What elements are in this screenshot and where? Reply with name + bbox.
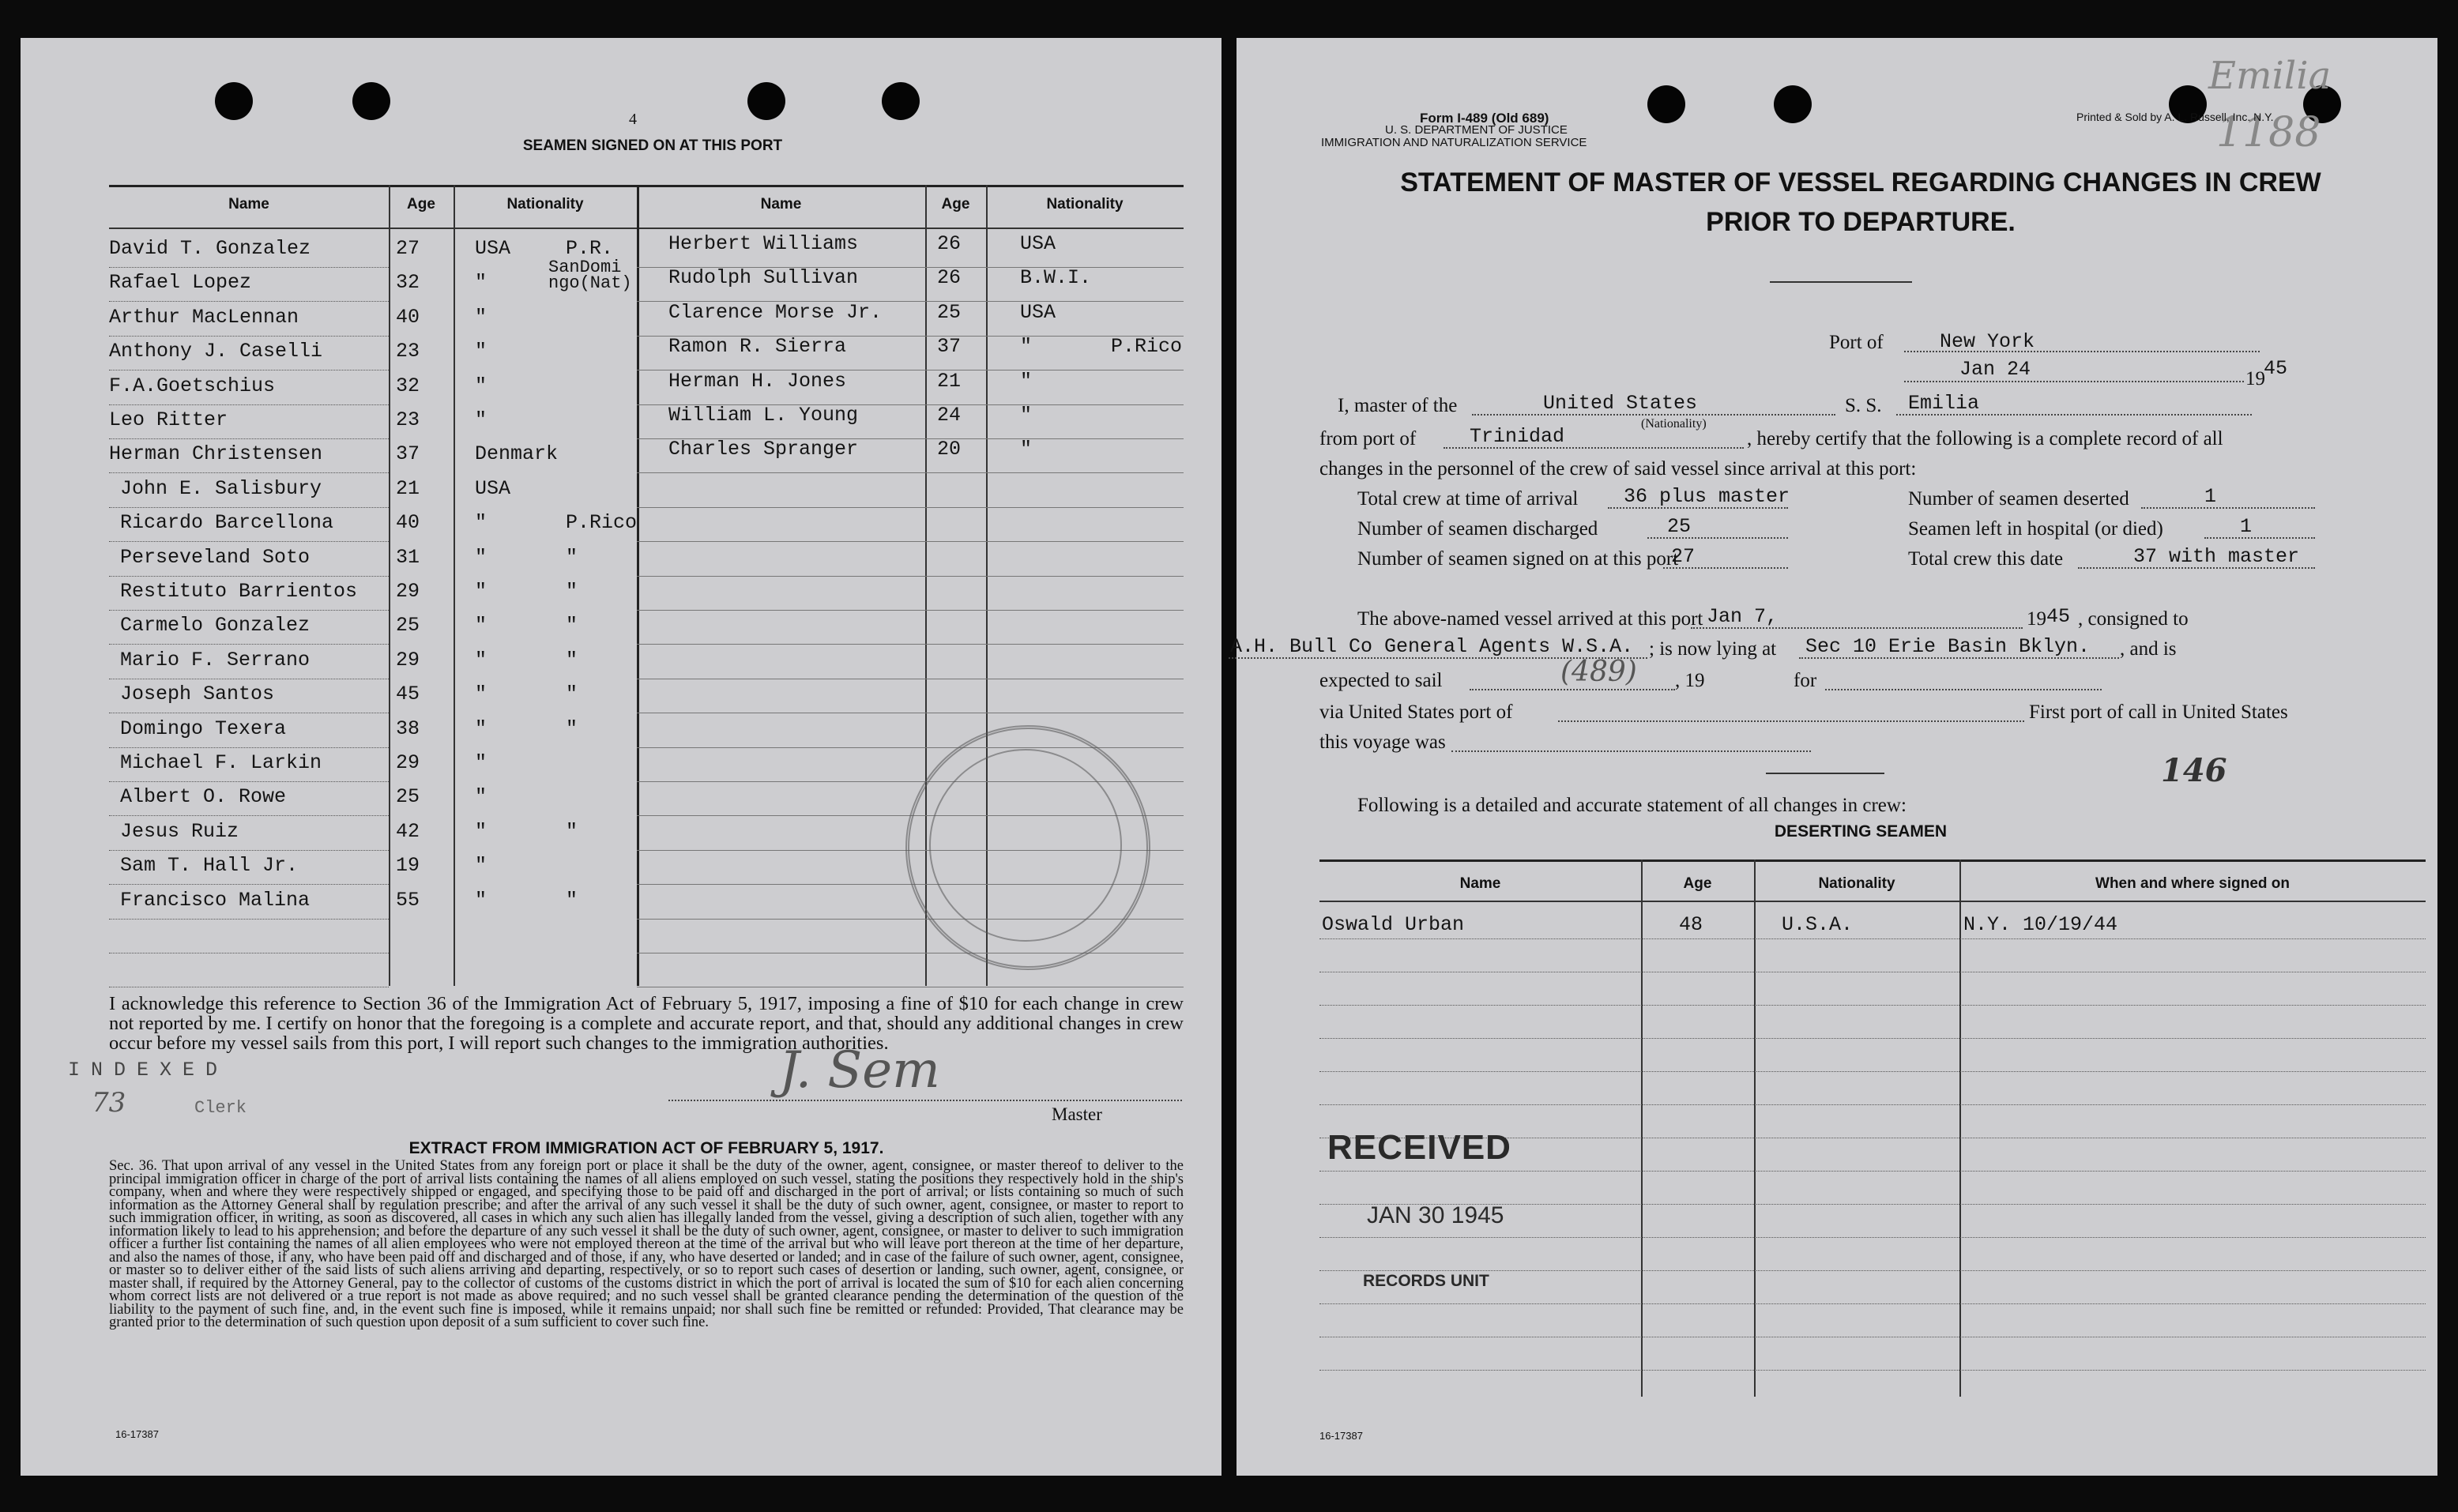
arrived-year-prefix: 19: [2027, 608, 2046, 630]
row-rule: [637, 747, 925, 748]
deserted-value: 1: [2204, 485, 2217, 508]
lying-label: ; is now lying at: [1649, 638, 1777, 660]
crew-nationality: ": [475, 306, 487, 329]
crew-nationality: ": [475, 820, 487, 843]
row-rule: [109, 747, 389, 748]
crew-nationality: ": [475, 511, 487, 534]
for-label: for: [1794, 670, 1817, 691]
deserted-label: Number of seamen deserted: [1908, 488, 2129, 510]
row-rule: [1319, 1237, 2426, 1238]
header-nationality: Nationality: [506, 196, 584, 213]
row-rule: [109, 267, 389, 268]
arrived-year: 45: [2046, 605, 2071, 628]
total-crew-date-value: 37 with master: [2133, 545, 2300, 568]
row-rule: [925, 472, 1184, 473]
ship-name: Emilia: [1908, 392, 1980, 415]
deserter-nationality: U.S.A.: [1782, 913, 1854, 936]
table-header-rule: [109, 228, 1184, 229]
crew-nationality: ": [475, 340, 487, 363]
signed-on-value: 27: [1671, 545, 1696, 568]
header-name: Name: [228, 196, 269, 213]
table-header-rule: [1319, 901, 2426, 902]
row-rule: [637, 781, 925, 782]
crew-age: 38: [396, 717, 420, 740]
received-date: JAN 30 1945: [1367, 1202, 1504, 1228]
this-voyage-line: [1451, 750, 1811, 752]
total-crew-date-label: Total crew this date: [1908, 548, 2064, 570]
acknowledgment-text: I acknowledge this reference to Section 36 of the Immigration Act of February 5, 1917, imposing a fine of $10 for each change in crew not reported by me. I certify on honor that the foregoing is a complete and accurate report, and that, should any additional changes in crew occur before my vessel sails from this port, I will report such changes to the immigration authorities.: [109, 993, 1184, 1054]
crew-age: 21: [396, 477, 420, 500]
row-rule: [925, 438, 1184, 439]
page-number: 4: [629, 111, 637, 128]
this-voyage-label: this voyage was: [1319, 732, 1446, 753]
crew-nationality: ": [1020, 404, 1033, 427]
crew-name: Leo Ritter: [109, 408, 228, 431]
title-rule: [1770, 281, 1912, 283]
crew-name: Sam T. Hall Jr.: [120, 854, 299, 877]
first-port-label: First port of call in United States: [2029, 701, 2288, 723]
crew-nationality: ": [475, 751, 487, 774]
row-rule: [637, 644, 925, 645]
row-rule: [109, 781, 389, 782]
row-rule: [1319, 1005, 2426, 1006]
crew-nationality: ": [475, 649, 487, 671]
crew-age: 23: [396, 340, 420, 363]
table-top-rule: [1319, 859, 2426, 862]
crew-name: Domingo Texera: [120, 717, 287, 740]
row-rule: [109, 884, 389, 885]
crew-name: John E. Salisbury: [120, 477, 322, 500]
row-rule: [1319, 1104, 2426, 1105]
crew-age: 29: [396, 580, 420, 603]
crew-name: Herman Christensen: [109, 442, 323, 465]
hospital-line: [2204, 537, 2315, 539]
row-rule: [637, 850, 925, 851]
discharged-value: 25: [1667, 515, 1692, 538]
form-title-line2: PRIOR TO DEPARTURE.: [1706, 207, 2016, 237]
handwritten-annotation: (489): [1560, 656, 1637, 688]
crew-nationality: ": [475, 374, 487, 397]
clerk-label: Clerk: [194, 1098, 247, 1118]
crew-name: William L. Young: [668, 404, 859, 427]
crew-name: Rudolph Sullivan: [668, 266, 859, 289]
via-line: [1558, 720, 2024, 722]
crew-name: Jesus Ruiz: [120, 820, 239, 843]
crew-nationality: ": [475, 408, 487, 431]
hospital-value: 1: [2240, 515, 2253, 538]
crew-name: Francisco Malina: [120, 889, 311, 912]
extract-title: EXTRACT FROM IMMIGRATION ACT OF FEBRUARY 5, 1917.: [408, 1139, 884, 1157]
crew-name: Carmelo Gonzalez: [120, 614, 311, 637]
from-port-label: from port of: [1319, 428, 1417, 449]
master-of-label: I, master of the: [1338, 395, 1458, 416]
crew-nationality: B.W.I.: [1020, 266, 1092, 289]
crew-nationality: ": [475, 683, 487, 705]
row-rule: [925, 404, 1184, 405]
master-signature: J. Sem: [779, 1041, 940, 1100]
form-code: 16-17387: [1319, 1430, 1363, 1442]
crew-name: Clarence Morse Jr.: [668, 301, 883, 324]
section-title: SEAMEN SIGNED ON AT THIS PORT: [522, 137, 783, 154]
crew-name: Ricardo Barcellona: [120, 511, 334, 534]
hospital-label: Seamen left in hospital (or died): [1908, 518, 2163, 540]
row-rule: [109, 404, 389, 405]
crew-nationality: USA: [1020, 232, 1056, 255]
crew-age: 24: [937, 404, 962, 427]
crew-name: Mario F. Serrano: [120, 649, 311, 671]
row-rule: [109, 644, 389, 645]
printer-credit: Printed & Sold by A. L. Russell, Inc. N.Y.: [2076, 111, 2274, 123]
crew-age: 37: [937, 335, 962, 358]
department: U. S. DEPARTMENT OF JUSTICE: [1385, 123, 1568, 137]
consignee-value: A.H. Bull Co General Agents W.S.A.: [1230, 635, 1634, 658]
crew-nationality-detail: ": [566, 889, 578, 912]
crew-nationality: ": [1020, 438, 1033, 461]
crew-age: 26: [937, 266, 962, 289]
from-port-value: Trinidad: [1470, 425, 1565, 448]
header-name: Name: [760, 196, 802, 213]
crew-age: 23: [396, 408, 420, 431]
crew-age: 31: [396, 546, 420, 569]
column-divider: [1641, 859, 1643, 1397]
reference-number: 146: [2161, 752, 2227, 789]
following-text: Following is a detailed and accurate statement of all changes in crew:: [1357, 795, 1907, 816]
header-nationality: Nationality: [1046, 196, 1124, 213]
row-rule: [109, 576, 389, 577]
row-rule: [925, 644, 1184, 645]
nationality-caption: (Nationality): [1641, 417, 1707, 431]
crew-age: 25: [396, 785, 420, 808]
row-rule: [925, 576, 1184, 577]
crew-name: Perseveland Soto: [120, 546, 311, 569]
crew-age: 32: [396, 374, 420, 397]
nationality-value: United States: [1543, 392, 1698, 415]
crew-nationality: Denmark: [475, 442, 559, 465]
port-label: Port of: [1829, 332, 1884, 353]
crew-age: 37: [396, 442, 420, 465]
crew-name: Restituto Barrientos: [120, 580, 358, 603]
total-crew-arrival-label: Total crew at time of arrival: [1357, 488, 1579, 510]
deserting-title: DESERTING SEAMEN: [1774, 822, 1948, 841]
crew-age: 29: [396, 751, 420, 774]
left-page: [21, 38, 1221, 1476]
punch-hole: [215, 82, 253, 120]
row-rule: [637, 576, 925, 577]
crew-nationality: ": [1020, 370, 1033, 393]
crew-name: David T. Gonzalez: [109, 237, 311, 260]
crew-nationality: ": [475, 580, 487, 603]
crew-name: Rafael Lopez: [109, 271, 252, 294]
row-rule: [637, 815, 925, 816]
crew-age: 20: [937, 438, 962, 461]
row-rule: [637, 919, 925, 920]
handwritten-note: Emilia: [2208, 54, 2332, 98]
indexed-stamp: INDEXED: [68, 1059, 229, 1081]
expected-year-prefix: , 19: [1675, 670, 1705, 691]
row-rule: [109, 850, 389, 851]
crew-nationality-detail: ": [566, 614, 578, 637]
crew-nationality-detail: ": [566, 683, 578, 705]
row-rule: [109, 507, 389, 508]
row-rule: [109, 919, 389, 920]
row-rule: [637, 507, 925, 508]
form-code: 16-17387: [115, 1428, 159, 1440]
crew-name: Anthony J. Caselli: [109, 340, 323, 363]
postmark-inner-ring: [929, 749, 1122, 942]
row-rule: [109, 541, 389, 542]
row-rule: [637, 884, 925, 885]
crew-nationality: ": [475, 546, 487, 569]
crew-nationality-detail: P.Rico: [1111, 335, 1183, 358]
crew-name: Herman H. Jones: [668, 370, 847, 393]
crew-name: Arthur MacLennan: [109, 306, 299, 329]
form-title-line1: STATEMENT OF MASTER OF VESSEL REGARDING CHANGES IN CREW: [1400, 167, 2321, 197]
row-rule: [109, 301, 389, 302]
crew-age: 32: [396, 271, 420, 294]
expected-label: expected to sail: [1319, 670, 1443, 691]
crew-age: 25: [396, 614, 420, 637]
header-nationality: Nationality: [1818, 875, 1895, 892]
row-rule: [925, 541, 1184, 542]
row-rule: [637, 541, 925, 542]
master-label: Master: [1052, 1104, 1102, 1124]
header-age: Age: [407, 196, 435, 213]
crew-age: 40: [396, 306, 420, 329]
row-rule: [1319, 1303, 2426, 1304]
crew-nationality-detail: ": [566, 649, 578, 671]
punch-hole: [352, 82, 390, 120]
row-rule: [1319, 938, 2426, 939]
crew-nationality: ": [475, 717, 487, 740]
header-when-where: When and where signed on: [2095, 875, 2290, 892]
row-rule: [109, 815, 389, 816]
deserter-age: 48: [1679, 913, 1703, 936]
header-name: Name: [1459, 875, 1501, 892]
punch-hole: [747, 82, 785, 120]
row-rule: [637, 610, 925, 611]
date-value: Jan 24: [1959, 358, 2031, 381]
extract-text: Sec. 36. That upon arrival of any vessel in the United States from any foreign port or place it shall be the duty of the owner, agent, consignee, or master thereof to deliver to the principal immigration officer in charge of the port of arrival lists containing the names of all aliens employed on such vessel, stating the positions they respectively hold in the ship's company, when and where they were respectively shipped or engaged, and specifying those to be paid off and discharged in the port of arrival; or lists containing so much of such information as the Attorney General shall by regulation prescribe; and after the arrival of any such vessel it shall be the duty of such owner, agent, consignee, or master to report to such immigration officer, in writing, as soon as discovered, all cases in which any such alien has illegally landed from the vessel, giving a description of such alien, together with any information likely to lead to his apprehension; and before the departure of any such vessel it shall be the duty of such owner, agent, consignee, or master to deliver to such immigration officer a further list containing the names of all alien employees who were not employed thereon at the time of the arrival but who will leave port thereon at the time of her departure, and also the names of those, if any, who have been paid off and discharged and of those, if any, who have deserted or landed; and in case of the failure of such owner, agent, consignee, or master so to deliver either of the said lists of such aliens arriving and departing, respectively, or so to report such cases of desertion or landing, such owner, agent, consignee, or master shall, if required by the Attorney General, pay to the collector of customs of the customs district in which the port of arrival is located the sum of $10 for each alien concerning whom correct lists are not delivered or a true report is not made as above required; and no such vessel shall be granted clearance pending the determination of the question of the liability to the payment of such fine, and, in the event such fine is imposed, while it remains unpaid; nor shall such fine be remitted or refunded: Provided, That clearance may be granted prior to the determination of such question upon deposit of a sum sufficient to cover such fine.: [109, 1158, 1184, 1330]
column-divider: [454, 185, 455, 986]
column-divider: [1959, 859, 1961, 1397]
crew-age: 26: [937, 232, 962, 255]
form-number: Form I-489 (Old 689): [1420, 111, 1549, 126]
changes-text: changes in the personnel of the crew of said vessel since arrival at this port:: [1319, 458, 1917, 480]
year-value: 45: [2264, 357, 2288, 380]
crew-nationality-detail: ": [566, 820, 578, 843]
clerk-initials: 73: [92, 1087, 126, 1119]
signature-line: [668, 1100, 1182, 1101]
crew-nationality: ": [475, 889, 487, 912]
crew-name: Albert O. Rowe: [120, 785, 287, 808]
arrived-label: The above-named vessel arrived at this port: [1357, 608, 1703, 630]
crew-age: 55: [396, 889, 420, 912]
ss-label: S. S.: [1845, 395, 1882, 416]
row-rule: [925, 610, 1184, 611]
crew-nationality: ": [475, 614, 487, 637]
row-rule: [1319, 1370, 2426, 1371]
crew-age: 45: [396, 683, 420, 705]
arrived-date: Jan 7,: [1707, 605, 1779, 628]
received-stamp: RECEIVED: [1327, 1128, 1511, 1167]
section-rule: [1766, 773, 1884, 774]
crew-name: Herbert Williams: [668, 232, 859, 255]
total-crew-arrival-value: 36 plus master: [1624, 485, 1790, 508]
crew-nationality: ": [475, 271, 487, 294]
signed-on-label: Number of seamen signed on at this port: [1357, 548, 1679, 570]
crew-nationality: ": [475, 785, 487, 808]
punch-hole: [1774, 85, 1812, 123]
column-divider: [389, 185, 390, 986]
crew-name: Charles Spranger: [668, 438, 859, 461]
punch-hole: [882, 82, 920, 120]
row-rule: [637, 472, 925, 473]
crew-nationality-detail: P.Rico: [566, 511, 638, 534]
crew-age: 25: [937, 301, 962, 324]
date-line: [1904, 381, 2244, 382]
crew-age: 19: [396, 854, 420, 877]
crew-age: 42: [396, 820, 420, 843]
expected-line: [1470, 689, 1675, 690]
header-age: Age: [1683, 875, 1712, 892]
port-value: New York: [1940, 330, 2035, 353]
table-top-rule: [109, 185, 1184, 187]
crew-nationality: USA: [475, 477, 511, 500]
right-page: [1230, 38, 2437, 1476]
row-rule: [109, 438, 389, 439]
deserted-line: [2141, 507, 2315, 509]
crew-name: F.A.Goetschius: [109, 374, 276, 397]
row-rule: [109, 336, 389, 337]
crew-name: Michael F. Larkin: [120, 751, 322, 774]
year-prefix: 19: [2245, 368, 2265, 389]
crew-nationality-detail: ": [566, 717, 578, 740]
row-rule: [1319, 1270, 2426, 1271]
discharged-label: Number of seamen discharged: [1357, 518, 1598, 540]
and-is-text: , and is: [2120, 638, 2177, 660]
crew-age: 29: [396, 649, 420, 671]
lying-value: Sec 10 Erie Basin Bklyn.: [1805, 635, 2091, 658]
row-rule: [925, 507, 1184, 508]
row-rule: [109, 472, 389, 473]
records-unit-stamp: RECORDS UNIT: [1363, 1272, 1489, 1290]
crew-age: 27: [396, 237, 420, 260]
crew-nationality: USA: [1020, 301, 1056, 324]
column-divider: [637, 185, 639, 986]
handwritten-number: 1188: [2216, 109, 2321, 156]
punch-hole: [1647, 85, 1685, 123]
row-rule: [1319, 1071, 2426, 1072]
row-rule: [109, 610, 389, 611]
crew-age: 21: [937, 370, 962, 393]
header-age: Age: [941, 196, 970, 213]
crew-name: Joseph Santos: [120, 683, 275, 705]
crew-nationality-detail: SanDomi ngo(Nat): [548, 258, 632, 293]
service: IMMIGRATION AND NATURALIZATION SERVICE: [1321, 136, 1587, 149]
deserter-signed-on: N.Y. 10/19/44: [1963, 913, 2118, 936]
crew-nationality-detail: P.R.: [566, 237, 614, 260]
consigned-label: , consigned to: [2078, 608, 2189, 630]
destination-line: [1825, 689, 2102, 690]
via-label: via United States port of: [1319, 701, 1513, 723]
row-rule: [1319, 1171, 2426, 1172]
crew-nationality-detail: ": [566, 580, 578, 603]
row-rule: [1319, 1038, 2426, 1039]
column-divider: [1754, 859, 1756, 1397]
certify-text: , hereby certify that the following is a complete record of all: [1747, 428, 2223, 449]
crew-nationality: ": [1020, 335, 1033, 358]
crew-nationality: ": [475, 854, 487, 877]
crew-name: Ramon R. Sierra: [668, 335, 847, 358]
crew-nationality-detail: ": [566, 546, 578, 569]
crew-nationality: USA: [475, 237, 511, 260]
deserter-name: Oswald Urban: [1322, 913, 1465, 936]
crew-age: 40: [396, 511, 420, 534]
